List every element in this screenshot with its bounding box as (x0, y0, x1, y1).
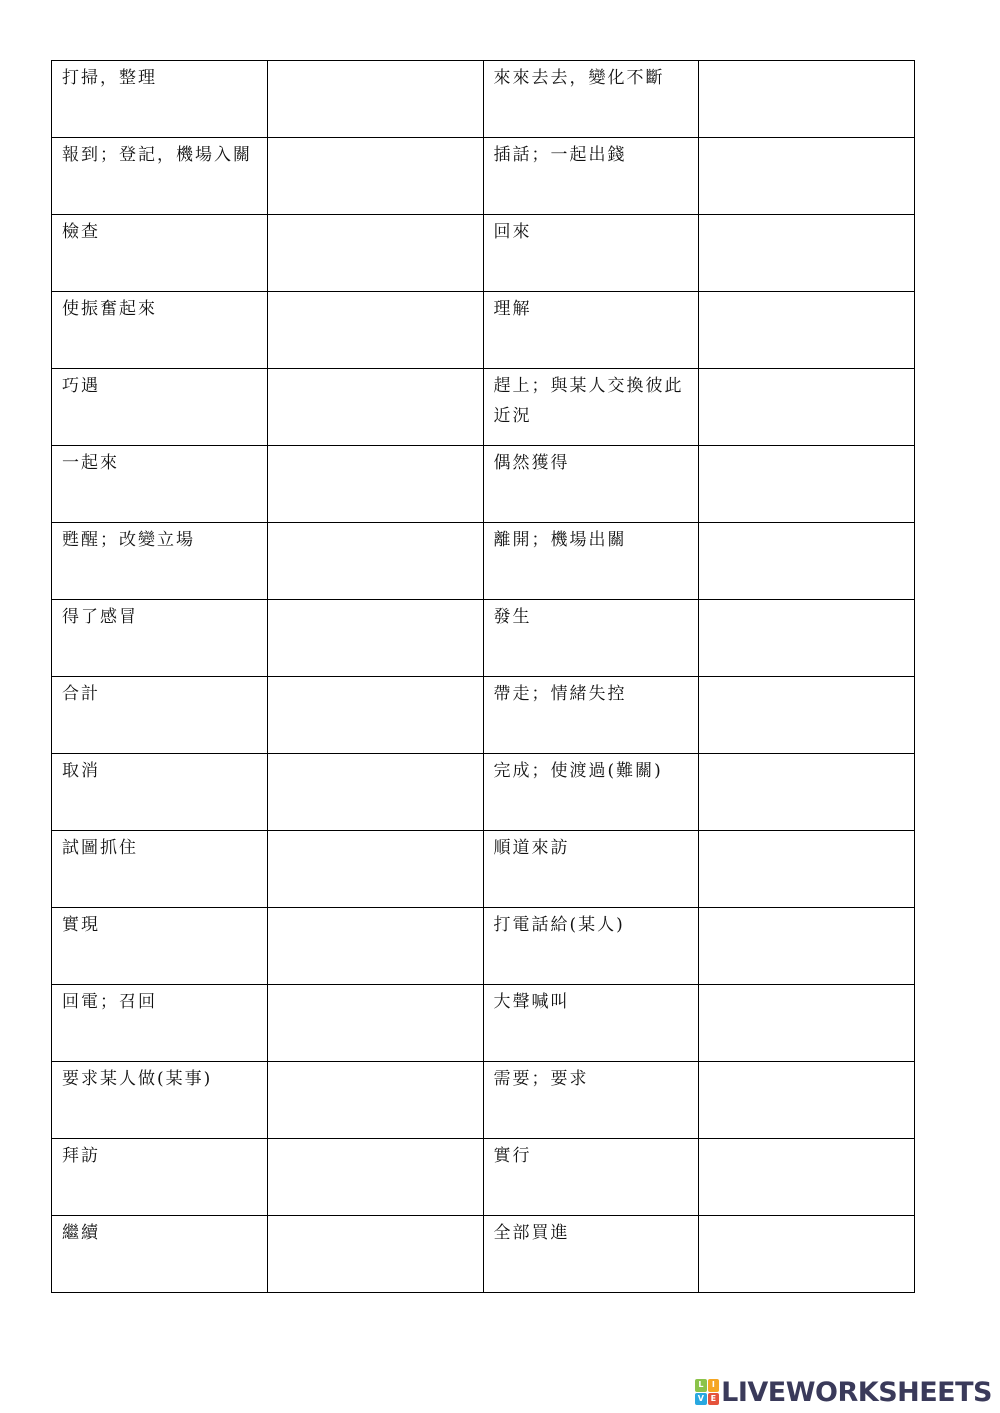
answer-cell-right (699, 600, 915, 677)
logo-letter: I (708, 1379, 720, 1392)
answer-input-right[interactable] (699, 831, 914, 907)
answer-cell-right (699, 1139, 915, 1216)
prompt-left: 合計 (52, 677, 268, 754)
answer-input-right[interactable] (699, 523, 914, 599)
prompt-right: 需要；要求 (483, 1062, 699, 1139)
prompt-right: 大聲喊叫 (483, 985, 699, 1062)
answer-cell-left (267, 1216, 483, 1293)
liveworksheets-logo-icon (695, 1379, 719, 1405)
prompt-right: 帶走；情緒失控 (483, 677, 699, 754)
table-row (52, 523, 915, 600)
answer-cell-right (699, 61, 915, 138)
answer-cell-right (699, 908, 915, 985)
answer-input-left[interactable] (268, 831, 483, 907)
logo-letter: V (695, 1393, 707, 1406)
answer-cell-right (699, 831, 915, 908)
answer-cell-right (699, 292, 915, 369)
table-row (52, 138, 915, 215)
prompt-right: 插話；一起出錢 (483, 138, 699, 215)
prompt-right: 趕上；與某人交換彼此近況 (483, 369, 699, 446)
answer-cell-right (699, 446, 915, 523)
answer-input-right[interactable] (699, 369, 914, 445)
prompt-left: 檢查 (52, 215, 268, 292)
answer-cell-left (267, 600, 483, 677)
table-row (52, 215, 915, 292)
table-row (52, 1062, 915, 1139)
answer-input-left[interactable] (268, 1139, 483, 1215)
answer-cell-right (699, 985, 915, 1062)
answer-input-right[interactable] (699, 600, 914, 676)
table-row (52, 446, 915, 523)
prompt-left: 拜訪 (52, 1139, 268, 1216)
answer-input-right[interactable] (699, 985, 914, 1061)
answer-cell-left (267, 908, 483, 985)
answer-input-left[interactable] (268, 523, 483, 599)
prompt-left: 回電；召回 (52, 985, 268, 1062)
answer-cell-left (267, 1139, 483, 1216)
answer-cell-left (267, 369, 483, 446)
answer-input-right[interactable] (699, 754, 914, 830)
prompt-left: 取消 (52, 754, 268, 831)
answer-input-left[interactable] (268, 446, 483, 522)
prompt-left: 要求某人做(某事) (52, 1062, 268, 1139)
logo-letter: L (695, 1379, 707, 1392)
answer-cell-left (267, 831, 483, 908)
prompt-right: 來來去去，變化不斷 (483, 61, 699, 138)
answer-input-right[interactable] (699, 1216, 914, 1292)
answer-input-right[interactable] (699, 138, 914, 214)
logo-letter: E (708, 1393, 720, 1406)
answer-cell-left (267, 215, 483, 292)
prompt-left: 得了感冒 (52, 600, 268, 677)
answer-cell-left (267, 138, 483, 215)
answer-input-left[interactable] (268, 908, 483, 984)
answer-cell-left (267, 292, 483, 369)
answer-cell-left (267, 523, 483, 600)
answer-cell-left (267, 61, 483, 138)
answer-cell-right (699, 369, 915, 446)
answer-input-right[interactable] (699, 446, 914, 522)
prompt-left: 使振奮起來 (52, 292, 268, 369)
prompt-right: 全部買進 (483, 1216, 699, 1293)
answer-input-right[interactable] (699, 908, 914, 984)
answer-cell-left (267, 677, 483, 754)
prompt-left: 一起來 (52, 446, 268, 523)
answer-input-right[interactable] (699, 1139, 914, 1215)
answer-input-left[interactable] (268, 600, 483, 676)
prompt-right: 理解 (483, 292, 699, 369)
prompt-right: 偶然獲得 (483, 446, 699, 523)
prompt-right: 實行 (483, 1139, 699, 1216)
table-row (52, 369, 915, 446)
table-row (52, 908, 915, 985)
answer-cell-right (699, 754, 915, 831)
answer-input-left[interactable] (268, 138, 483, 214)
answer-input-right[interactable] (699, 61, 914, 137)
answer-cell-right (699, 523, 915, 600)
prompt-right: 順道來訪 (483, 831, 699, 908)
answer-cell-right (699, 1216, 915, 1293)
liveworksheets-brand (695, 1377, 992, 1407)
prompt-right: 回來 (483, 215, 699, 292)
table-row (52, 1139, 915, 1216)
answer-input-right[interactable] (699, 1062, 914, 1138)
table-row (52, 1216, 915, 1293)
prompt-left: 報到；登記，機場入關 (52, 138, 268, 215)
table-row (52, 292, 915, 369)
table-row (52, 600, 915, 677)
answer-input-left[interactable] (268, 61, 483, 137)
table-row (52, 985, 915, 1062)
answer-cell-right (699, 677, 915, 754)
answer-input-left[interactable] (268, 754, 483, 830)
prompt-left: 巧遇 (52, 369, 268, 446)
answer-input-right[interactable] (699, 215, 914, 291)
answer-input-left[interactable] (268, 369, 483, 445)
brand-name: LIVEWORKSHEETS (721, 1376, 992, 1408)
answer-cell-left (267, 446, 483, 523)
answer-cell-right (699, 215, 915, 292)
answer-input-left[interactable] (268, 292, 483, 368)
vocabulary-table (51, 60, 915, 1293)
prompt-right: 離開；機場出關 (483, 523, 699, 600)
prompt-left: 繼續 (52, 1216, 268, 1293)
table-row (52, 754, 915, 831)
prompt-right: 打電話給(某人) (483, 908, 699, 985)
answer-input-left[interactable] (268, 1062, 483, 1138)
answer-input-right[interactable] (699, 292, 914, 368)
answer-cell-right (699, 138, 915, 215)
answer-input-left[interactable] (268, 677, 483, 753)
prompt-left: 甦醒；改變立場 (52, 523, 268, 600)
prompt-left: 實現 (52, 908, 268, 985)
answer-input-right[interactable] (699, 677, 914, 753)
answer-cell-left (267, 754, 483, 831)
answer-input-left[interactable] (268, 215, 483, 291)
prompt-right: 發生 (483, 600, 699, 677)
prompt-left: 打掃，整理 (52, 61, 268, 138)
table-row (52, 61, 915, 138)
answer-input-left[interactable] (268, 1216, 483, 1292)
vocabulary-table-body (52, 61, 915, 1293)
table-row (52, 831, 915, 908)
answer-input-left[interactable] (268, 985, 483, 1061)
table-row (52, 677, 915, 754)
answer-cell-left (267, 985, 483, 1062)
answer-cell-left (267, 1062, 483, 1139)
prompt-left: 試圖抓住 (52, 831, 268, 908)
answer-cell-right (699, 1062, 915, 1139)
prompt-right: 完成；使渡過(難關) (483, 754, 699, 831)
